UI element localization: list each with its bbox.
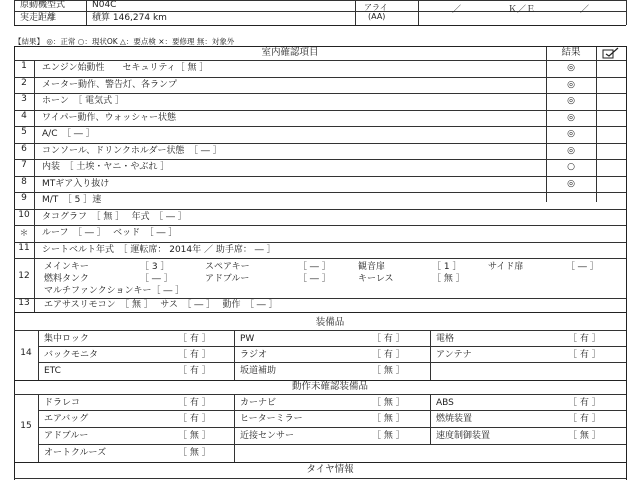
spare-key-value: ［ ― ］ [298,262,331,272]
result-mark: ◎ [567,179,575,189]
unverified-title: 動作未確認装備品 [291,381,368,392]
equipment-label: PW [240,334,255,344]
equipment-value: ［ 無 ］ [372,398,405,408]
main-key-value: ［ 3 ］ [140,262,170,272]
result-mark: ○ [567,162,575,172]
equipment-value: ［ 有 ］ [178,350,211,360]
equipment-label: ヒーターミラー [240,414,303,424]
row-number: 2 [21,78,27,88]
inspection-item: ホーン ［ 電気式 ］ [42,96,125,106]
mileage-value: 積算 146,274 km [92,13,167,23]
inspection-item: ワイパー動作、ウォッシャー状態 [42,113,177,123]
row-number: 1 [21,61,27,71]
keyless-label: キーレス [358,274,394,284]
equipment-value: ［ 有 ］ [178,366,211,376]
equipment-label: ETC [44,366,61,376]
spare-key-label: スペアキー [205,262,250,272]
tires-title: タイヤ情報 [306,464,354,475]
keyless-value: ［ 無 ］ [432,274,465,284]
mileage-label: 実走距離 [20,13,57,23]
result-mark: ◎ [567,146,575,156]
equipment-value: ［ 有 ］ [372,350,405,360]
equipment-label: 速度制御装置 [436,431,491,441]
inspection-item: MTギア入り抜け [42,179,110,189]
equipment-value: ［ 有 ］ [568,334,601,344]
row-number: 7 [21,160,27,170]
equipment-value: ［ 無 ］ [568,431,601,441]
inspection-item: 内装 ［ 土埃・ヤニ・やぶれ ］ [42,162,170,172]
equipment-value: ［ 有 ］ [372,334,405,344]
multifunction-key: マルチファンクションキー［ ― ］ [44,286,185,296]
row-number: 10 [18,210,30,220]
rear-door-value: ［ 1 ］ [432,262,462,272]
inspection-item: シートベルト年式 ［ 運転席： 2014年 ／ 助手席： ― ］ [42,245,276,255]
result-header: 結果 [561,47,581,58]
row-number: 15 [20,421,32,431]
result-mark: ◎ [567,80,575,90]
equipment-value: ［ 有 ］ [178,334,211,344]
equipment-label: オートクルーズ [44,448,107,458]
inspection-item: コンソール、ドリンクホルダー状態 ［ ― ］ [42,146,222,156]
air-suspension-remote: エアサスリモコン ［ 無 ］ サス ［ ― ］ 動作 ［ ― ］ [44,300,278,310]
alignment-sub: (AA) [368,12,386,21]
row-number: ＊ [19,229,29,239]
inspection-item: エンジン始動性 セキュリティ［ 無 ］ [42,63,209,73]
result-mark: ◎ [567,63,575,73]
inspection-item: M/T ［ 5 ］速 [42,195,102,205]
equipment-label: 坂道補助 [240,366,277,376]
result-legend: 【結果】 ◎：正常 ○：現状OK △：要点検 ×：要修理 無：対象外 [14,37,235,46]
row-number: 3 [21,94,27,104]
row-number: 4 [21,111,27,121]
alignment-mark-3: ／ [580,5,590,15]
result-mark: ◎ [567,96,575,106]
row-number: 12 [18,271,30,281]
adblue-label: アドブルー [205,274,250,284]
equipment-value: ［ 無 ］ [178,448,211,458]
equipment-label: 集中ロック [44,334,89,344]
equipment-label: 電格 [436,334,455,344]
result-mark: ◎ [567,129,575,139]
equipment-value: ［ 有 ］ [568,398,601,408]
side-door-value: ［ ― ］ [566,262,599,272]
equipment-value: ［ 無 ］ [178,431,211,441]
equipment-label: ドラレコ [44,398,81,408]
equipment-value: ［ 有 ］ [568,414,601,424]
inspection-item: A/C ［ ― ］ [42,129,95,139]
row-number: 5 [21,127,27,137]
equipment-value: ［ 無 ］ [372,366,405,376]
fuel-tank-value: ［ ― ］ [140,274,173,284]
row-number: 8 [21,177,27,187]
equipment-label: カーナビ [240,398,277,408]
model-label: 原動機型式 [20,0,66,10]
model-value: N04C [92,0,117,10]
equipment-label: バックモニタ [44,350,99,360]
equipment-title: 装備品 [315,317,345,328]
row-number: 6 [21,144,27,154]
fuel-tank-label: 燃料タンク [44,274,89,284]
equipment-value: ［ 有 ］ [178,398,211,408]
interior-title: 室内確認項目 [261,47,319,58]
inspection-item: メーター動作、警告灯、各ランプ [42,80,178,90]
equipment-label: 燃焼装置 [436,414,473,424]
rear-door-label: 観音扉 [358,262,386,272]
equipment-value: ［ 無 ］ [372,414,405,424]
equipment-label: エアバッグ [44,414,89,424]
side-door-label: サイド扉 [488,262,524,272]
alignment-mark-1: ／ [452,5,462,15]
inspection-item: タコグラフ ［ 無 ］ 年式 ［ ― ］ [42,212,187,222]
equipment-label: アンテナ [436,350,472,360]
main-key-label: メインキー [44,262,89,272]
adblue-value: ［ ― ］ [298,274,331,284]
equipment-label: ラジオ [240,350,268,360]
equipment-label: ABS [436,398,454,408]
equipment-label: アドブルー [44,431,89,441]
row-number: 13 [18,298,30,308]
equipment-label: 近接センサー [240,431,295,441]
alignment-mark-2: Ｋ／Ｅ [508,5,536,15]
result-mark: ◎ [567,113,575,123]
checkbox-pen-icon [602,47,620,59]
equipment-value: ［ 無 ］ [372,431,405,441]
row-number: 14 [20,348,32,358]
row-number: 9 [21,193,27,203]
equipment-value: ［ 有 ］ [178,414,211,424]
equipment-value: ［ 有 ］ [568,350,601,360]
inspection-item: ルーフ ［ ― ］ ベッド ［ ― ］ [42,228,178,238]
alignment-label: アライ [364,3,388,12]
row-number: 11 [18,243,30,253]
